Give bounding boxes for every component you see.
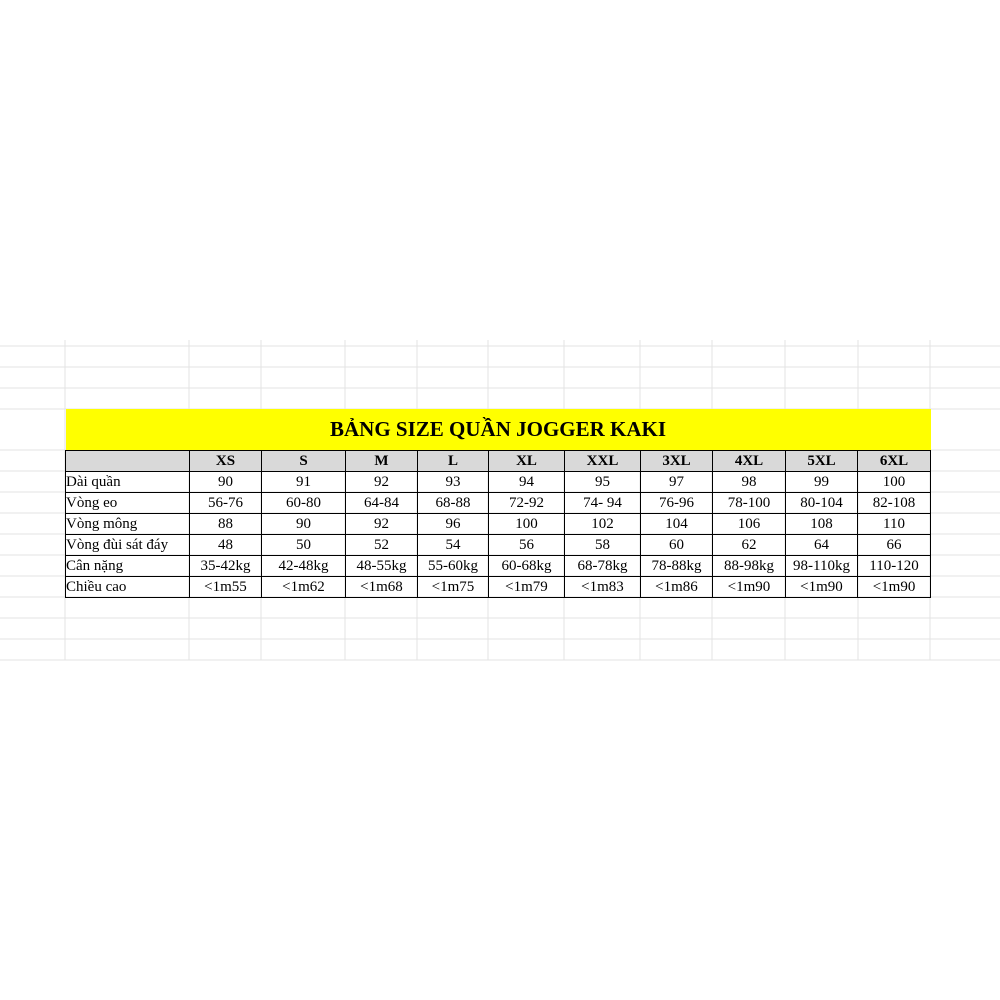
table-cell: 100 <box>858 472 931 493</box>
table-cell: 90 <box>190 472 262 493</box>
table-cell: 104 <box>641 514 713 535</box>
table-row <box>66 556 931 577</box>
table-cell: <1m86 <box>641 577 713 598</box>
table-cell: 60-80 <box>262 493 346 514</box>
table-cell: <1m79 <box>489 577 565 598</box>
size-chart-title: BẢNG SIZE QUẦN JOGGER KAKI <box>66 409 931 451</box>
table-cell: 97 <box>641 472 713 493</box>
row-label: Vòng mông <box>66 514 190 535</box>
table-cell: 106 <box>713 514 786 535</box>
table-cell: 56 <box>489 535 565 556</box>
table-cell: 78-100 <box>713 493 786 514</box>
table-cell: 96 <box>418 514 489 535</box>
table-cell: 54 <box>418 535 489 556</box>
size-header-m: M <box>346 451 418 472</box>
size-header-xxl: XXL <box>565 451 641 472</box>
table-cell: 92 <box>346 514 418 535</box>
row-label: Dài quần <box>66 472 190 493</box>
table-cell: 66 <box>858 535 931 556</box>
table-cell: <1m55 <box>190 577 262 598</box>
row-label: Vòng eo <box>66 493 190 514</box>
size-header-5xl: 5XL <box>786 451 858 472</box>
table-cell: 74- 94 <box>565 493 641 514</box>
table-cell: 94 <box>489 472 565 493</box>
table-cell: 55-60kg <box>418 556 489 577</box>
table-cell: 68-78kg <box>565 556 641 577</box>
table-cell: 72-92 <box>489 493 565 514</box>
table-cell: 93 <box>418 472 489 493</box>
size-header-4xl: 4XL <box>713 451 786 472</box>
header-corner-cell <box>66 451 190 472</box>
table-cell: <1m90 <box>713 577 786 598</box>
table-cell: 102 <box>565 514 641 535</box>
table-cell: 98 <box>713 472 786 493</box>
size-header-xl: XL <box>489 451 565 472</box>
table-cell: 95 <box>565 472 641 493</box>
table-cell: <1m90 <box>858 577 931 598</box>
size-header-s: S <box>262 451 346 472</box>
table-cell: 90 <box>262 514 346 535</box>
size-header-row <box>66 451 931 472</box>
table-cell: 48 <box>190 535 262 556</box>
table-cell: 82-108 <box>858 493 931 514</box>
table-row <box>66 472 931 493</box>
size-header-xs: XS <box>190 451 262 472</box>
table-cell: 99 <box>786 472 858 493</box>
table-cell: 76-96 <box>641 493 713 514</box>
table-cell: 92 <box>346 472 418 493</box>
table-cell: 78-88kg <box>641 556 713 577</box>
table-cell: 110-120 <box>858 556 931 577</box>
table-cell: <1m68 <box>346 577 418 598</box>
table-cell: 68-88 <box>418 493 489 514</box>
table-cell: 56-76 <box>190 493 262 514</box>
table-cell: 58 <box>565 535 641 556</box>
row-label: Cân nặng <box>66 556 190 577</box>
table-cell: 108 <box>786 514 858 535</box>
table-cell: 64-84 <box>346 493 418 514</box>
table-cell: <1m83 <box>565 577 641 598</box>
row-label: Vòng đùi sát đáy <box>66 535 190 556</box>
table-cell: 48-55kg <box>346 556 418 577</box>
table-cell: 52 <box>346 535 418 556</box>
table-cell: 88 <box>190 514 262 535</box>
size-header-3xl: 3XL <box>641 451 713 472</box>
table-cell: 42-48kg <box>262 556 346 577</box>
table-cell: 98-110kg <box>786 556 858 577</box>
table-cell: 60 <box>641 535 713 556</box>
table-cell: 60-68kg <box>489 556 565 577</box>
table-cell: 35-42kg <box>190 556 262 577</box>
table-row <box>66 577 931 598</box>
size-header-l: L <box>418 451 489 472</box>
table-cell: 91 <box>262 472 346 493</box>
size-header-6xl: 6XL <box>858 451 931 472</box>
table-cell: 50 <box>262 535 346 556</box>
table-row <box>66 493 931 514</box>
table-cell: <1m75 <box>418 577 489 598</box>
table-cell: 88-98kg <box>713 556 786 577</box>
table-cell: 62 <box>713 535 786 556</box>
table-row <box>66 535 931 556</box>
row-label: Chiều cao <box>66 577 190 598</box>
table-cell: 110 <box>858 514 931 535</box>
size-chart-table <box>65 409 931 598</box>
table-cell: 64 <box>786 535 858 556</box>
table-cell: 100 <box>489 514 565 535</box>
table-cell: 80-104 <box>786 493 858 514</box>
table-cell: <1m62 <box>262 577 346 598</box>
table-row <box>66 514 931 535</box>
table-cell: <1m90 <box>786 577 858 598</box>
